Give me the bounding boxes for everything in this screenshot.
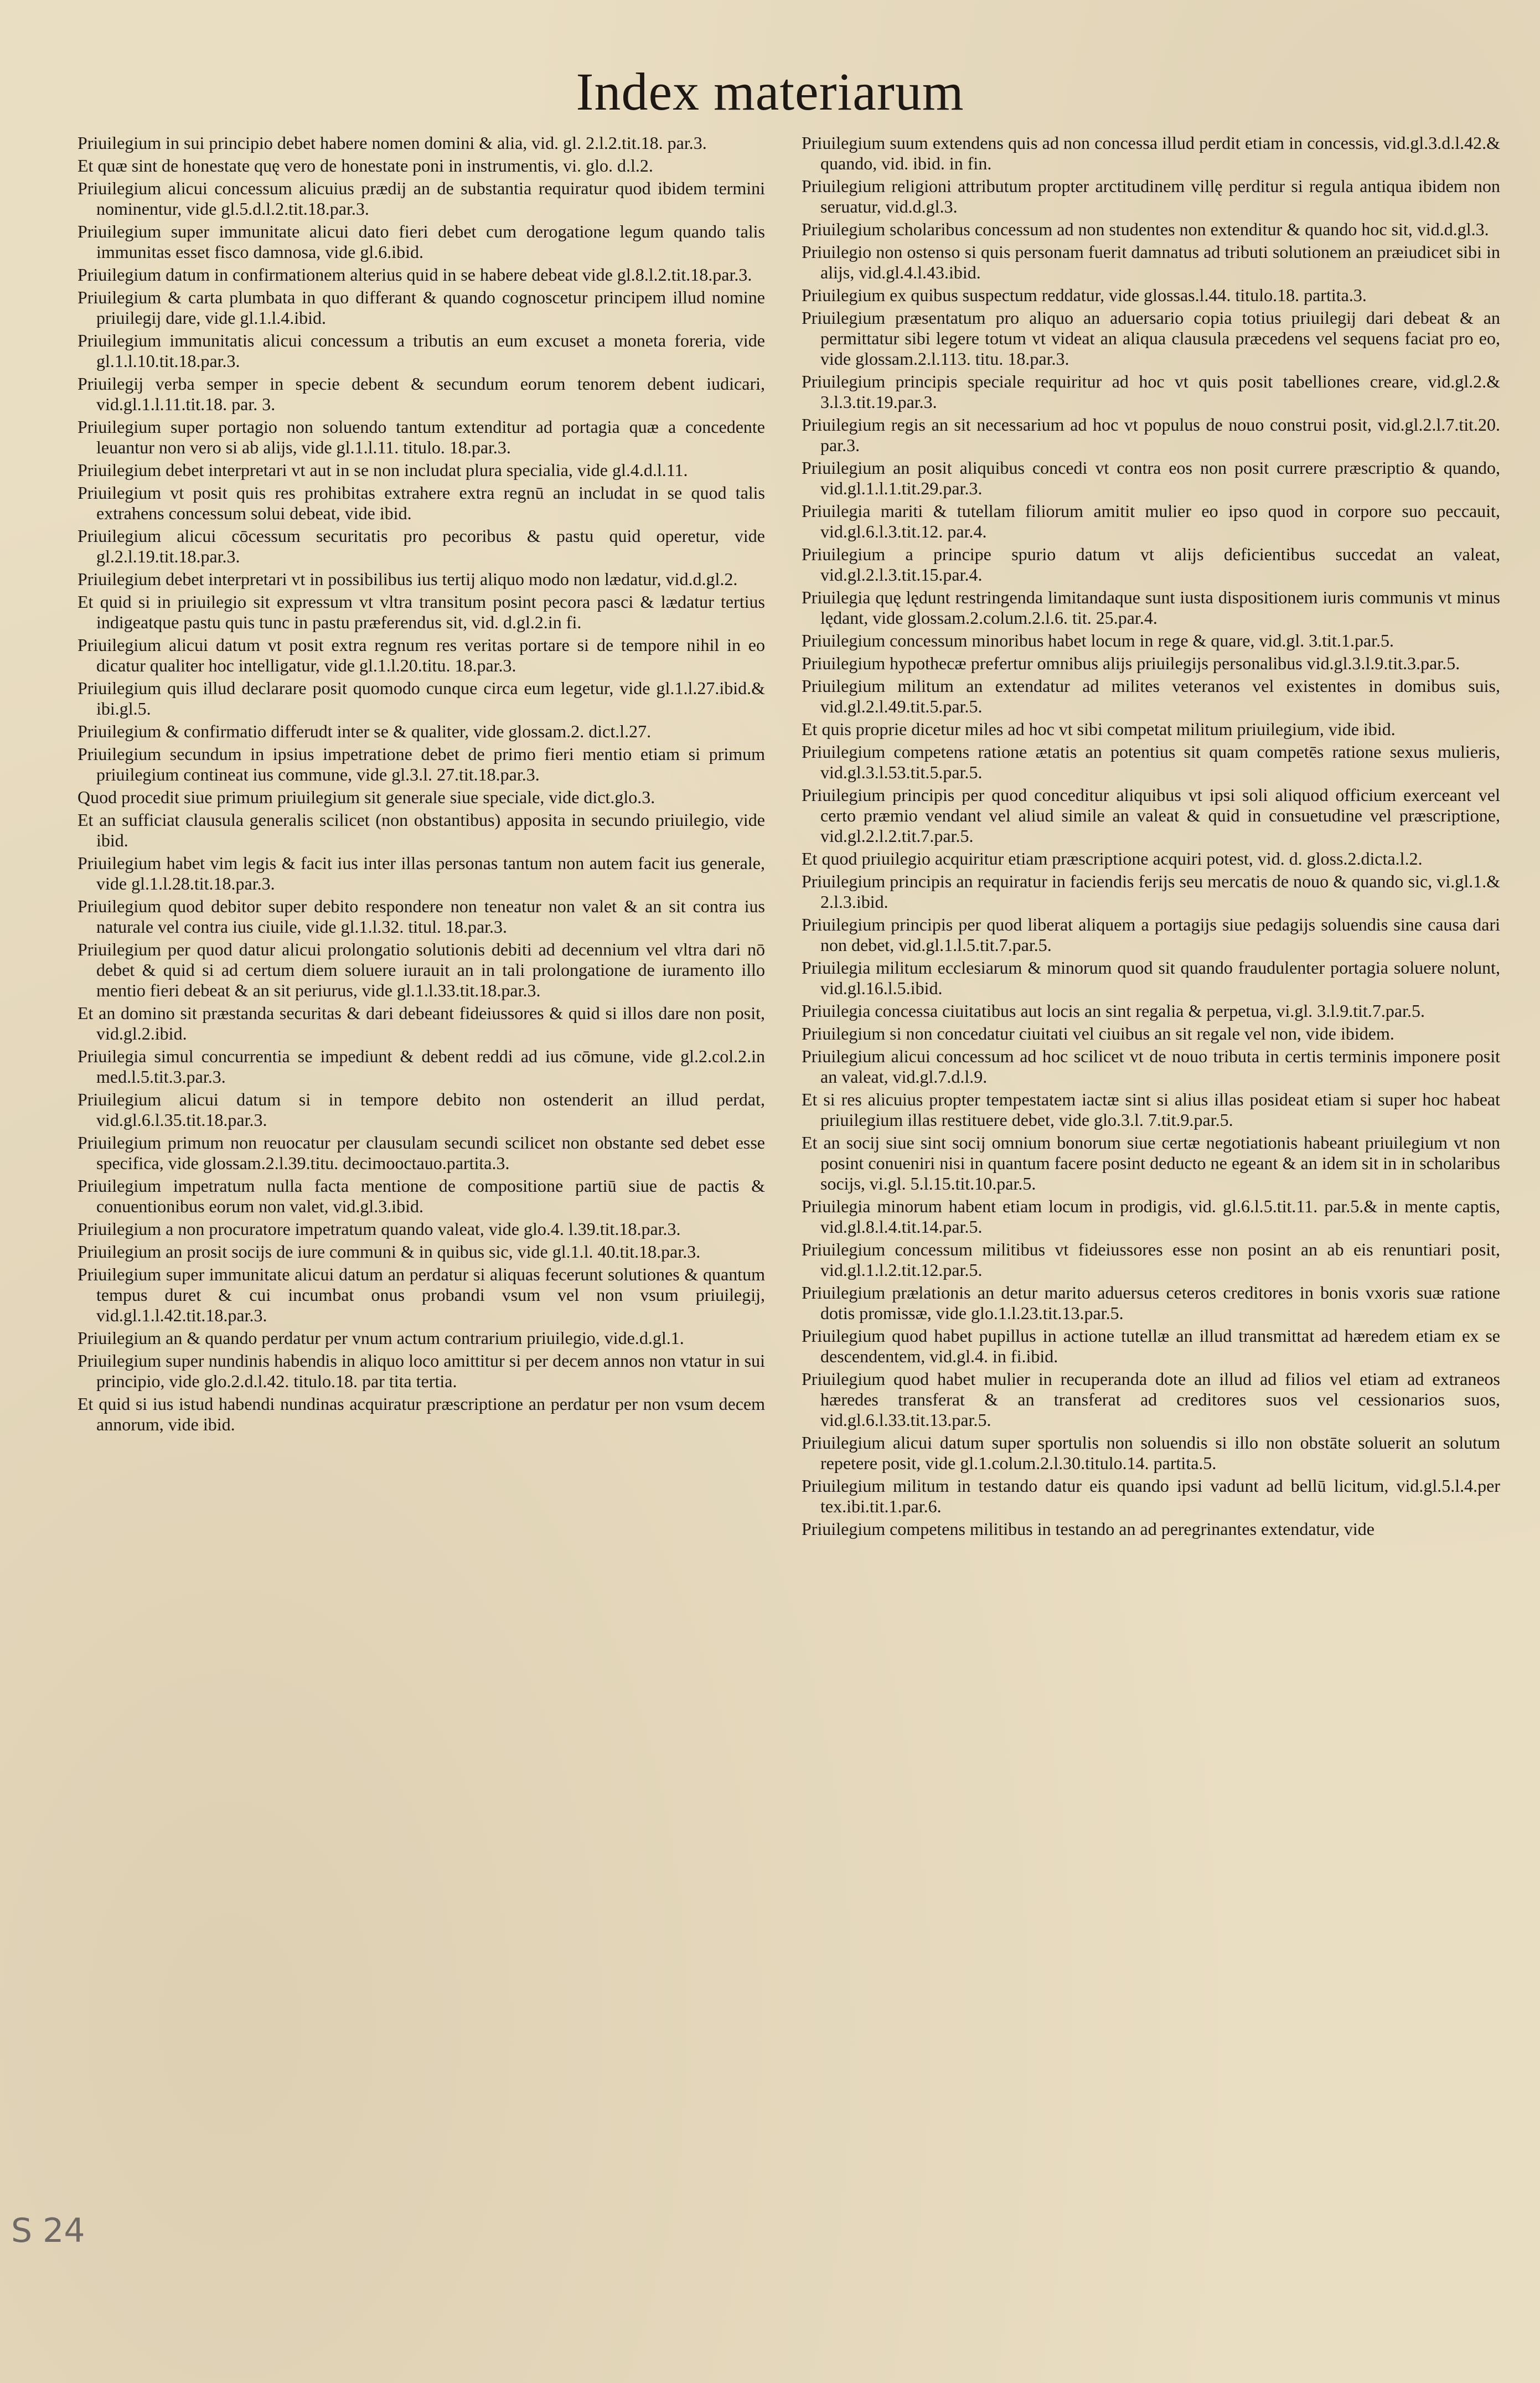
index-entry: Priuilegium principis per quod liberat aliquem a portagijs siue pedagijs soluendis sine causa dari non debet, vid.gl.1.l.5.tit.7.par.5. <box>802 914 1500 955</box>
index-entry: Priuilegium principis an requiratur in faciendis ferijs seu mercatis de nouo & quando sic, vi.gl.1.& 2.l.3.ibid. <box>802 871 1500 912</box>
index-entry: Priuilegium concessum militibus vt fideiussores esse non posint an ab eis renuntiari posit, vid.gl.1.l.2.tit.12.par.5. <box>802 1239 1500 1280</box>
index-entry: Et an domino sit præstanda securitas & dari debeant fideiussores & quid si illos dare non posit, vid.gl.2.ibid. <box>77 1003 765 1043</box>
index-entry: Priuilegia quę lędunt restringenda limitandaque sunt iusta dispositionem iuris communis vt minus lędant, vide glossam.2.colum.2.l.6. tit. 25.par.4. <box>802 587 1500 628</box>
index-entry: Priuilegium competens militibus in testando an ad peregrinantes extendatur, vide <box>802 1519 1374 1539</box>
index-entry: Priuilegium quod habet mulier in recuperanda dote an illud ad filios vel etiam ad extraneos hæredes transferat & an transferat ad creditores suos vel cessionarios suos, vid.gl.6.l.33.tit.13.par.5. <box>802 1369 1500 1430</box>
index-entry: Et si res alicuius propter tempestatem iactæ sint si alius illas posideat etiam si super hoc habeat priuilegium illas restituere debet, vide glo.3.l. 7.tit.9.par.5. <box>802 1089 1500 1130</box>
index-entry: Priuilegium primum non reuocatur per clausulam secundi scilicet non obstante sed debet esse specifica, vide glossam.2.l.39.titu. decimooctauo.partita.3. <box>77 1133 765 1173</box>
index-entry: Priuilegium secundum in ipsius impetratione debet de primo fieri mentio etiam si primum priuilegium contineat ius commune, vide gl.3.l. 27.tit.18.par.3. <box>77 744 765 784</box>
index-entry: Et quod priuilegio acquiritur etiam præscriptione acquiri potest, vid. d. gloss.2.dicta.l.2. <box>802 849 1423 869</box>
index-entry: Priuilegium regis an sit necessarium ad hoc vt populus de nouo construi posit, vid.gl.2.l.7.tit.20. par.3. <box>802 415 1500 455</box>
index-entry: Priuilegium debet interpretari vt aut in se non includat plura specialia, vide gl.4.d.l.11. <box>77 460 688 480</box>
index-entry: Priuilegium super nundinis habendis in aliquo loco amittitur si per decem annos non vtatur in sui principio, vide glo.2.d.l.42. titulo.18. par tita tertia. <box>77 1351 765 1391</box>
index-entry: Priuilegium impetratum nulla facta mentione de compositione partiū siue de pactis & conuentionibus eorum non valet, vid.gl.3.ibid. <box>77 1176 765 1216</box>
right-column <box>802 133 1500 1542</box>
index-entry: Priuilegij verba semper in specie debent & secundum eorum tenorem debent iudicari, vid.gl.1.l.11.tit.18. par. 3. <box>77 374 765 414</box>
index-entry: Priuilegium a principe spurio datum vt alijs deficientibus succedat an valeat, vid.gl.2.l.3.tit.15.par.4. <box>802 544 1500 585</box>
index-entry: Priuilegium an prosit socijs de iure communi & in quibus sic, vide gl.1.l. 40.tit.18.par.3. <box>77 1242 701 1262</box>
index-entry: Priuilegium si non concedatur ciuitati vel ciuibus an sit regale vel non, vide ibidem. <box>802 1023 1394 1043</box>
index-entry: Et quid si ius istud habendi nundinas acquiratur præscriptione an perdatur per non vsum decem annorum, vide ibid. <box>77 1394 765 1434</box>
index-entry: Priuilegium alicui datum super sportulis non soluendis si illo non obstāte soluerit an solutum repetere posit, vide gl.1.colum.2.l.30.titulo.14. partita.5. <box>802 1433 1500 1473</box>
index-entry: Priuilegium super portagio non soluendo tantum extenditur ad portagia quæ a concedente leuantur non vero si ab alijs, vide gl.1.l.11. titulo. 18.par.3. <box>77 417 765 457</box>
index-entry: Priuilegium datum in confirmationem alterius quid in se habere debeat vide gl.8.l.2.tit.18.par.3. <box>77 265 752 285</box>
index-entry: Priuilegium an & quando perdatur per vnum actum contrarium priuilegio, vide.d.gl.1. <box>77 1328 684 1348</box>
index-entry: Priuilegium alicui datum vt posit extra regnum res veritas portare si de tempore nihil in eo dicatur qualiter hoc intelligatur, vide gl.1.l.20.titu. 18.par.3. <box>77 635 765 675</box>
index-entry: Priuilegium prælationis an detur marito aduersus ceteros creditores in bonis vxoris suæ ratione dotis promissæ, vide glo.1.l.23.tit.13.par.5. <box>802 1283 1500 1323</box>
index-entry: Priuilegia minorum habent etiam locum in prodigis, vid. gl.6.l.5.tit.11. par.5.& in mente captis, vid.gl.8.l.4.tit.14.par.5. <box>802 1196 1500 1237</box>
page-title: Index materiarum <box>576 62 964 121</box>
index-entry: Priuilegium vt posit quis res prohibitas extrahere extra regnū an includat in se quod talis extrahens concessum solui debeat, vide ibid. <box>77 483 765 523</box>
left-column <box>77 133 765 1437</box>
index-entry: Priuilegium competens ratione ætatis an potentius sit quam competēs ratione sexus mulieris, vid.gl.3.l.53.tit.5.par.5. <box>802 742 1500 782</box>
index-entry: Quod procedit siue primum priuilegium sit generale siue speciale, vide dict.glo.3. <box>77 787 655 807</box>
index-entry: Priuilegia concessa ciuitatibus aut locis an sint regalia & perpetua, vi.gl. 3.l.9.tit.7.par.5. <box>802 1001 1425 1021</box>
handwritten-folio-number: S 24 <box>11 2211 85 2250</box>
index-entry: Priuilegium præsentatum pro aliquo an aduersario copia totius priuilegij dari debeat & an permittatur sibi legere totum vt videat an aliqua clausula præcedens vel sequens faciat pro eo, vide glossam.2.l.113. titu. 18.par.3. <box>802 308 1500 369</box>
index-entry: Priuilegium alicui cōcessum securitatis pro pecoribus & pastu quid operetur, vide gl.2.l.19.tit.18.par.3. <box>77 526 765 566</box>
index-entry: Priuilegium a non procuratore impetratum quando valeat, vide glo.4. l.39.tit.18.par.3. <box>77 1219 681 1239</box>
index-entry: Priuilegium quod debitor super debito respondere non teneatur non valet & an sit contra ius naturale vel contra ius ciuile, vide gl.1.l.32. titul. 18.par.3. <box>77 896 765 937</box>
index-entry: Priuilegium ex quibus suspectum reddatur, vide glossas.l.44. titulo.18. partita.3. <box>802 285 1367 305</box>
index-entry: Priuilegium super immunitate alicui dato fieri debet cum derogatione legum quando talis immunitas esset fisco damnosa, vide gl.6.ibid. <box>77 221 765 262</box>
index-entry: Et an sufficiat clausula generalis scilicet (non obstantibus) apposita in secundo priuilegio, vide ibid. <box>77 810 765 850</box>
index-entry: Priuilegium hypothecæ prefertur omnibus alijs priuilegijs personalibus vid.gl.3.l.9.tit.3.par.5. <box>802 653 1460 673</box>
index-entry: Priuilegium militum in testando datur eis quando ipsi vadunt ad bellū licitum, vid.gl.5.l.4.per tex.ibi.tit.1.par.6. <box>802 1476 1500 1516</box>
index-entry: Priuilegio non ostenso si quis personam fuerit damnatus ad tributi solutionem an præiudicet sibi in alijs, vid.gl.4.l.43.ibid. <box>802 242 1500 282</box>
index-entry: Priuilegium alicui concessum alicuius prædij an de substantia requiratur quod ibidem termini nominentur, vide gl.5.d.l.2.tit.18.par.3. <box>77 178 765 219</box>
index-entry: Priuilegia simul concurrentia se impediunt & debent reddi ad ius cōmune, vide gl.2.col.2.in med.l.5.tit.3.par.3. <box>77 1046 765 1087</box>
index-entry: Priuilegium principis speciale requiritur ad hoc vt quis posit tabelliones creare, vid.gl.2.& 3.l.3.tit.19.par.3. <box>802 371 1500 412</box>
index-entry: Priuilegium & carta plumbata in quo differant & quando cognoscetur principem illud nomine priuilegij dare, vide gl.1.l.4.ibid. <box>77 287 765 328</box>
index-entry: Priuilegium quod habet pupillus in actione tutellæ an illud transmittat ad hæredem etiam ex se descendentem, vid.gl.4. in fi.ibid. <box>802 1326 1500 1366</box>
index-entry: Priuilegium immunitatis alicui concessum a tributis an eum excuset a moneta foreria, vide gl.1.l.10.tit.18.par.3. <box>77 330 765 371</box>
index-entry: Priuilegium quis illud declarare posit quomodo cunque circa eum legetur, vide gl.1.l.27.ibid.& ibi.gl.5. <box>77 678 765 718</box>
index-entry: Priuilegium alicui datum si in tempore debito non ostenderit an illud perdat, vid.gl.6.l.35.tit.18.par.3. <box>77 1089 765 1130</box>
index-entry: Priuilegium concessum minoribus habet locum in rege & quare, vid.gl. 3.tit.1.par.5. <box>802 630 1394 650</box>
index-entry: Priuilegia mariti & tutellam filiorum amitit mulier eo ipso quod in corpore suo peccauit, vid.gl.6.l.3.tit.12. par.4. <box>802 501 1500 541</box>
index-entry: Priuilegium super immunitate alicui datum an perdatur si aliquas fecerunt solutiones & quantum tempus duret & cui incumbat onus probandi vsum vel non vsum priuilegij, vid.gl.1.l.42.tit.18.par.3. <box>77 1264 765 1325</box>
index-entry: Priuilegium scholaribus concessum ad non studentes non extenditur & quando hoc sit, vid.d.gl.3. <box>802 219 1489 239</box>
index-entry: Priuilegium militum an extendatur ad milites veteranos vel existentes in domibus suis, vid.gl.2.l.49.tit.5.par.5. <box>802 676 1500 716</box>
index-entry: Priuilegium per quod datur alicui prolongatio solutionis debiti ad decennium vel vltra dari nō debet & quid si ad certum diem soluere iurauit an in tali prolongatione de iuramento illo mentio fieri debeat & an sit periurus, vide gl.1.l.33.tit.18.par.3. <box>77 939 765 1000</box>
index-entry: Et quæ sint de honestate quę vero de honestate poni in instrumentis, vi. glo. d.l.2. <box>77 156 653 175</box>
index-entry: Priuilegium debet interpretari vt in possibilibus ius tertij aliquo modo non lædatur, vid.d.gl.2. <box>77 569 738 589</box>
index-entry: Priuilegium habet vim legis & facit ius inter illas personas tantum non autem facit ius generale, vide gl.1.l.28.tit.18.par.3. <box>77 853 765 893</box>
index-entry: Priuilegium suum extendens quis ad non concessa illud perdit etiam in concessis, vid.gl.3.d.l.42.& quando, vid. ibid. in fin. <box>802 133 1500 173</box>
index-entry: Priuilegium religioni attributum propter arctitudinem villę perditur si regula antiqua ibidem non seruatur, vid.d.gl.3. <box>802 176 1500 216</box>
index-entry: Priuilegium an posit aliquibus concedi vt contra eos non posit currere præscriptio & quando, vid.gl.1.l.1.tit.29.par.3. <box>802 458 1500 498</box>
index-entry: Priuilegium alicui concessum ad hoc scilicet vt de nouo tributa in certis terminis imponere posit an valeat, vid.gl.7.d.l.9. <box>802 1046 1500 1087</box>
index-entry: Et an socij siue sint socij omnium bonorum siue certæ negotiationis habeant priuilegium vt non posint conueniri nisi in quantum facere posint deducto ne egeant & an idem sit in in scholaribus socijs, vi.gl. 5.l.15.tit.10.par.5. <box>802 1133 1500 1193</box>
index-entry: Priuilegium principis per quod conceditur aliquibus vt ipsi soli aliquod officium exerceant vel certo præmio vendant vel aliud simile an valeat & quid in consuetudine vel præscriptione, vid.gl.2.l.2.tit.7.par.5. <box>802 785 1500 846</box>
index-entry: Priuilegia militum ecclesiarum & minorum quod sit quando fraudulenter portagia soluere nolunt, vid.gl.16.l.5.ibid. <box>802 958 1500 998</box>
index-entry: Et quis proprie dicetur miles ad hoc vt sibi competat militum priuilegium, vide ibid. <box>802 719 1396 739</box>
index-entry: Et quid si in priuilegio sit expressum vt vltra transitum posint pecora pasci & lædatur tertius indigeatque pastu quis tunc in pastu præferendus sit, vid. d.gl.2.in fi. <box>77 592 765 632</box>
index-entry: Priuilegium & confirmatio differudt inter se & qualiter, vide glossam.2. dict.l.27. <box>77 721 652 741</box>
index-entry: Priuilegium in sui principio debet habere nomen domini & alia, vid. gl. 2.l.2.tit.18. par.3. <box>77 133 707 153</box>
